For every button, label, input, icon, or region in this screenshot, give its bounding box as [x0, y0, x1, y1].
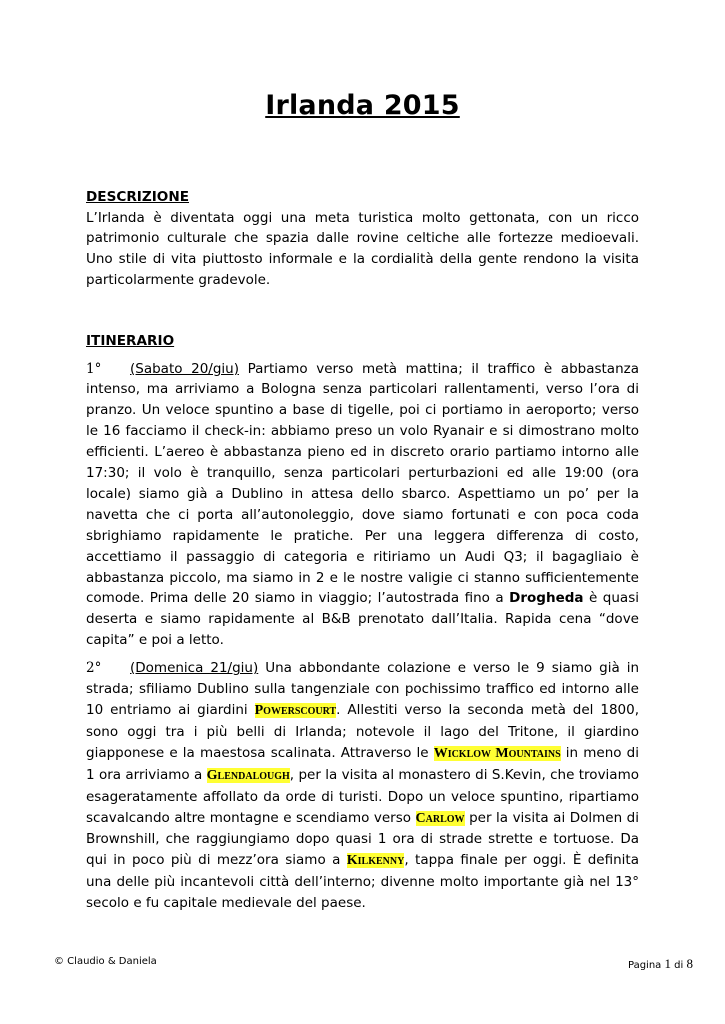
footer-page-total: 8: [686, 956, 693, 971]
day-1-paragraph: [86, 359, 639, 652]
day-2-number: 2°: [86, 660, 102, 677]
footer-page-current: 1: [664, 956, 671, 971]
day-1-date: (Sabato 20/giu): [130, 360, 239, 377]
section-descrizione: [86, 187, 639, 291]
footer-page-label: Pagina: [627, 960, 662, 971]
day-2-text-2: . Allestiti verso la seconda metà del 1800, sono oggi tra i più belli di Irlanda; notevole il lago del Tritone, il giardino giapponese e la maestosa scalinata. Attraverso le: [86, 702, 640, 761]
day-1-place-drogheda: Drogheda: [509, 590, 584, 607]
day-2-text-1: Una abbondante colazione e verso le 9 siamo già in strada; sfiliamo Dublino sulla tangenziale con pochissimo traffico ed intorno alle 10 entriamo ai giardini: [86, 660, 640, 718]
itinerario-heading: ITINERARIO: [86, 333, 175, 349]
place-carlow: Carlow: [415, 810, 465, 826]
day-1-number: 1°: [86, 360, 102, 377]
descrizione-heading: DESCRIZIONE: [86, 189, 189, 205]
day-2-text-3: in meno di 1 ora arriviamo a: [86, 744, 639, 783]
day-2-date: (Domenica 21/giu): [130, 660, 259, 677]
footer-page-number: [628, 956, 693, 972]
descrizione-text: L’Irlanda è diventata oggi una meta turistica molto gettonata, con un ricco patrimonio culturale che spazia dalle rovine celtiche alle fortezze medioevali. Uno stile di vita piuttosto informale e la cordialità della gente rendono la visita particolarmente gradevole.: [86, 209, 639, 289]
day-1-text-b: è quasi deserta e siamo rapidamente al B&B prenotato dall’Italia. Rapida cena “dove capita” e poi a letto.: [86, 590, 639, 649]
day-2-paragraph: [86, 658, 639, 914]
place-kilkenny: Kilkenny: [346, 853, 405, 869]
footer-copyright: © Claudio & Daniela: [54, 956, 157, 967]
place-powerscourt: Powerscourt: [254, 703, 337, 718]
day-2-text-6: , tappa finale per oggi. È definita una delle più incantevoli città dell’interno; divenne molto importante già nel 13° secolo e fu capitale medievale del paese.: [86, 852, 639, 912]
footer-of-label: di: [674, 960, 684, 971]
day-2-text-4: , per la visita al monastero di S.Kevin, che troviamo esageratamente affollato da orde di turisti. Dopo un veloce spuntino, ripartiamo scavalcando altre montagne e scendiamo verso: [86, 766, 639, 826]
place-wicklow-mountains: Wicklow Mountains: [433, 745, 561, 761]
day-1-text-a: Partiamo verso metà mattina; il traffico è abbastanza intenso, ma arriviamo a Bologna senza particolari rallentamenti, verso l’ora di pranzo. Un veloce spuntino a base di tigelle, poi ci portiamo in aeroporto; verso le 16 facciamo il check-in: abbiamo preso un volo Ryanair e si dimostrano molto efficienti. L’aereo è abbastanza pieno ed in discreto orario partiamo intorno alle 17:30; il volo è tranquillo, senza particolari perturbazioni ed alle 19:00 (ora locale) siamo già a Dublino in attesa dello sbarco. Aspettiamo un po’ per la navetta che ci porta all’autonoleggio, dove siamo fortunati e con poca coda sbrighiamo rapidamente le pratiche. Per una leggera differenza di costo, accettiamo il passaggio di categoria e ritiriamo un Audi Q3; il bagagliaio è abbastanza piccolo, ma siamo in 2 e le nostre valigie ci stanno sufficientemente comode. Prima delle 20 siamo in viaggio; l’autostrada fino a: [86, 360, 639, 607]
day-2-text-5: per la visita ai Dolmen di Brownshill, che raggiungiamo dopo quasi 1 ora di strade strette e tortuose. Da qui in poco più di mezz’ora siamo a: [86, 809, 639, 869]
place-glendalough: Glendalough: [206, 767, 290, 783]
page-title: Irlanda 2015: [265, 90, 460, 121]
section-itinerario: [86, 331, 639, 914]
